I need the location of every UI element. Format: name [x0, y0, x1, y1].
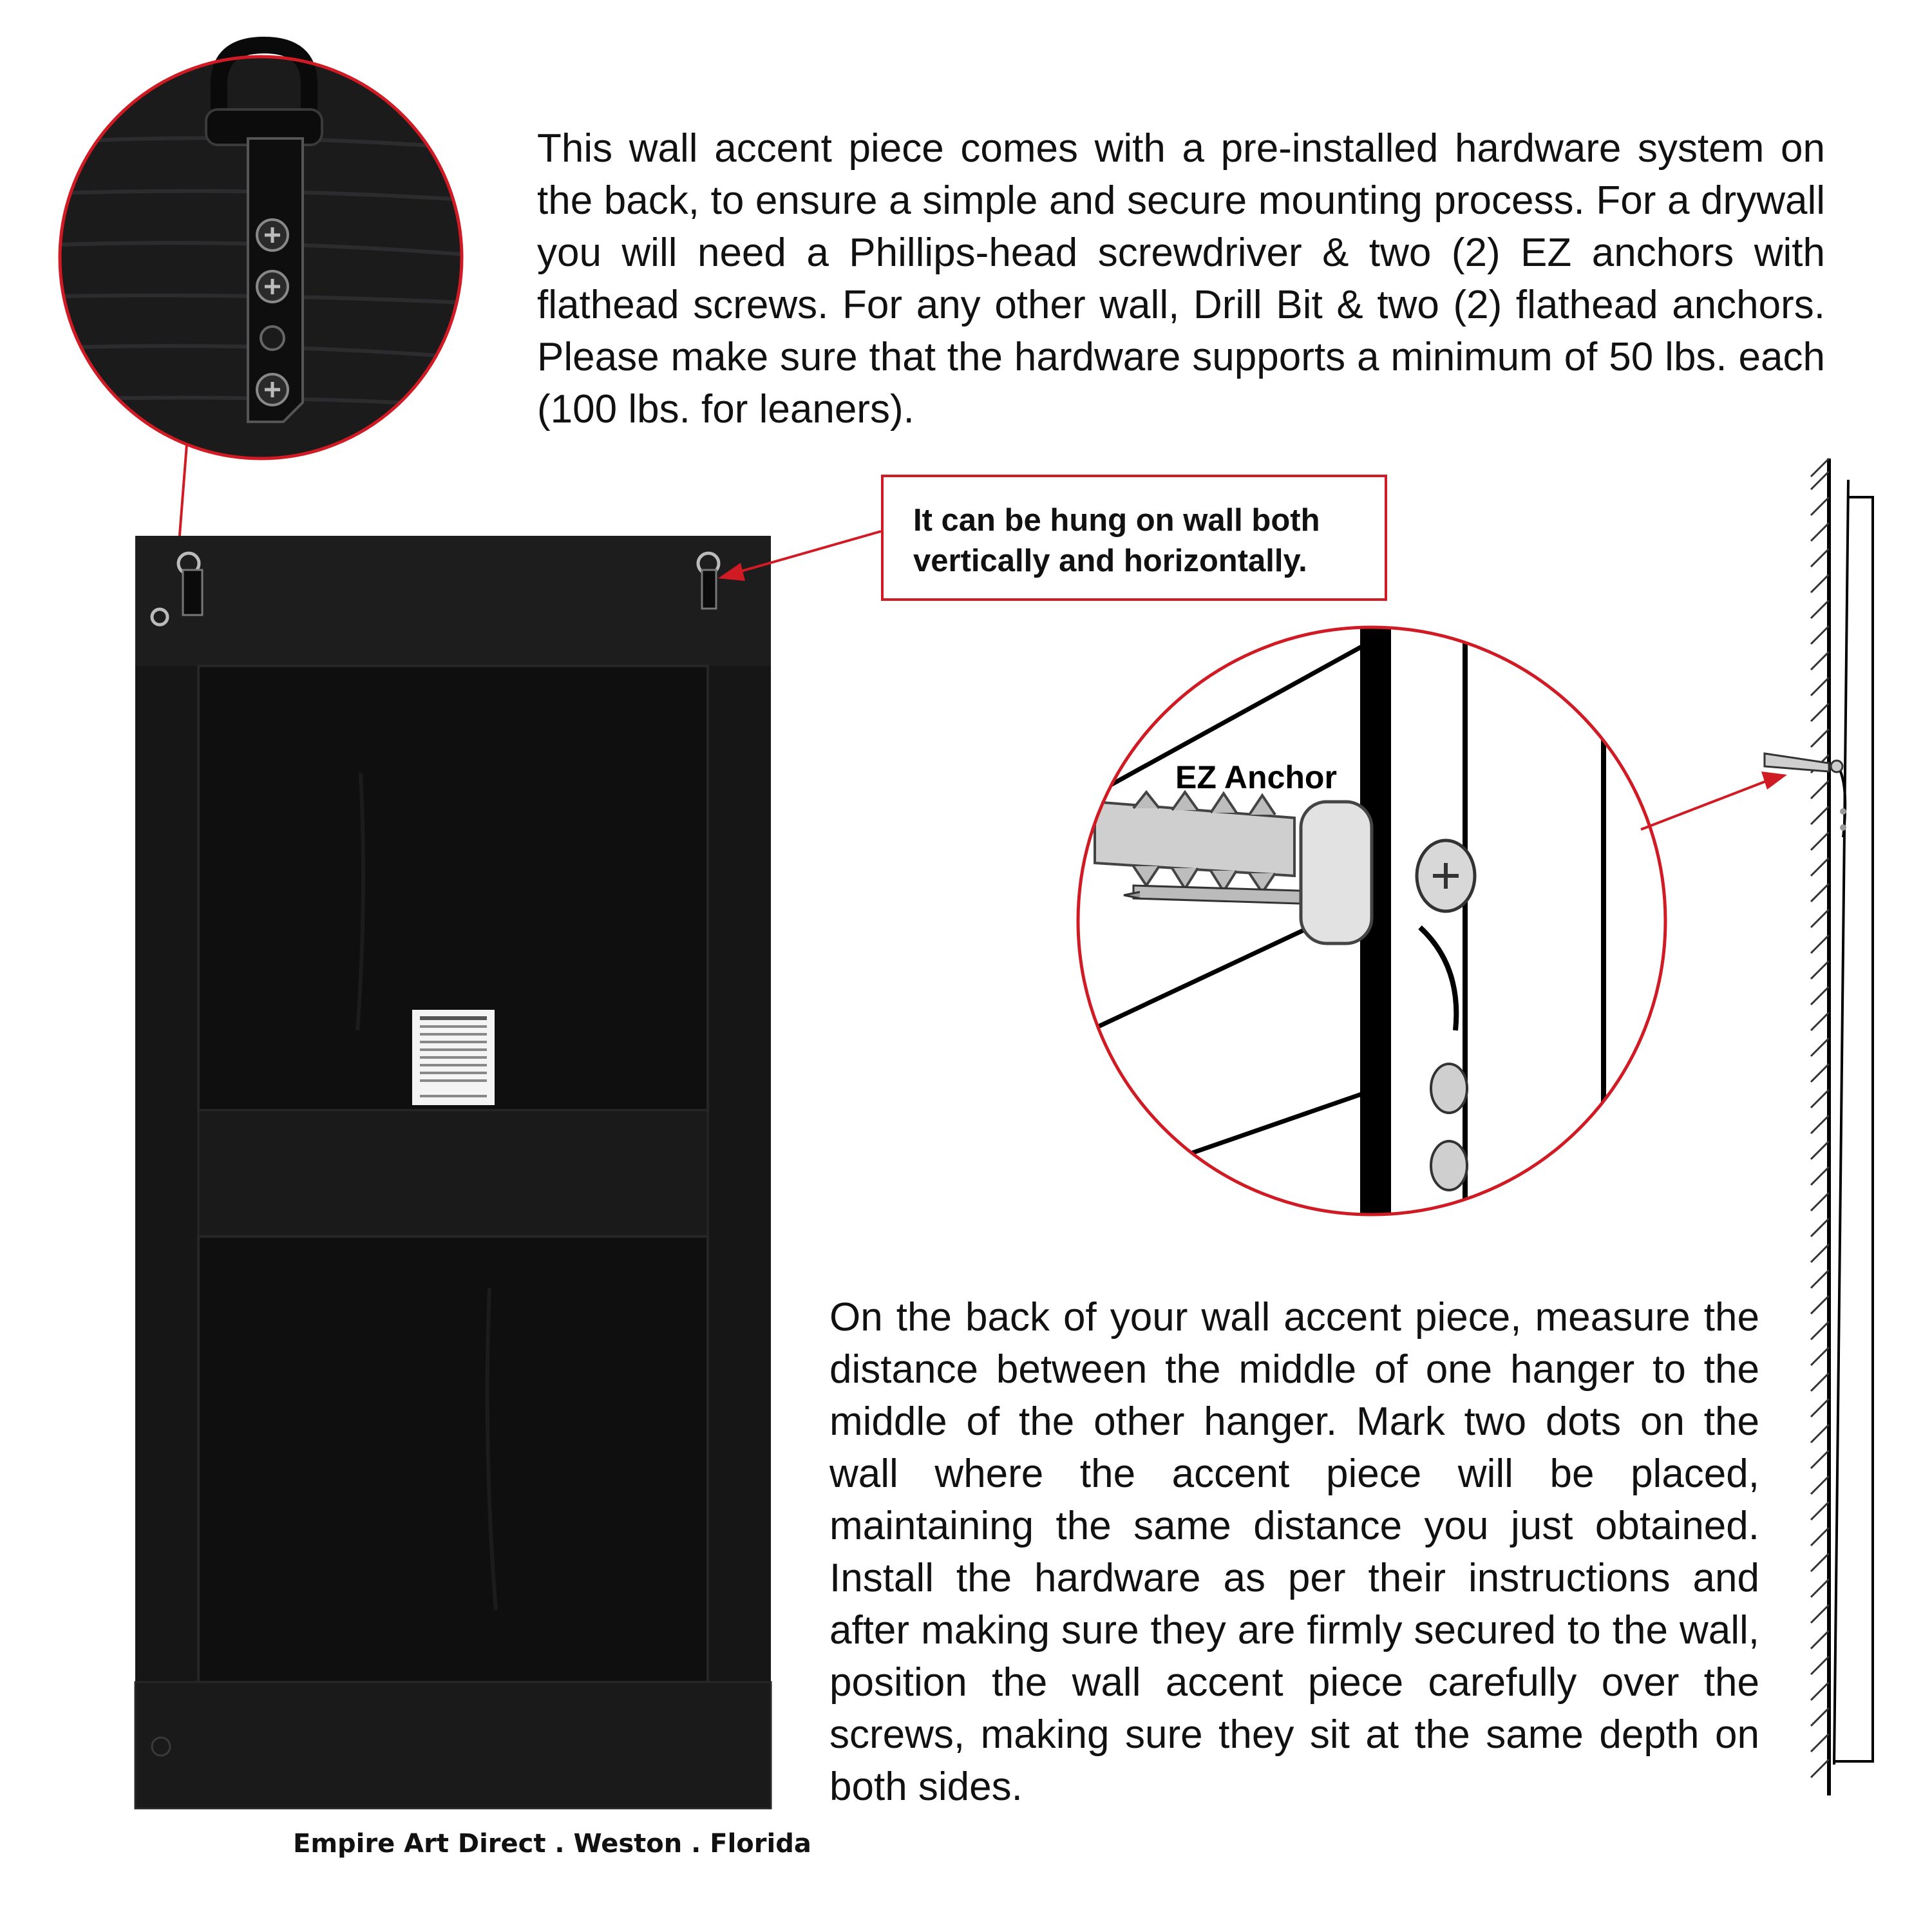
orientation-callout-box — [881, 475, 1387, 601]
ez-anchor-zoom-circle — [1063, 618, 1665, 1224]
d-ring-detail-circle — [58, 45, 464, 459]
wall-side-view — [1765, 459, 1873, 1795]
intro-paragraph: This wall accent piece comes with a pre-installed hardware system on the back, to ensure a simple and secure mounting process. For a drywall you will need a Phillips-head screwdriver & two (2) EZ anchors with flathead screws. For any other wall, Drill Bit & two (2) flathead anchors. Please make sure that the hardware supports a minimum of 50 lbs. each (100 lbs. for leaners). — [537, 126, 1825, 431]
orientation-callout-text: It can be hung on wall both vertically and horizontally. — [913, 503, 1320, 578]
zoom-pointer-arrow — [1641, 772, 1787, 829]
hanging-instructions-label — [412, 1010, 495, 1105]
accent-piece-back-panel — [135, 536, 771, 1808]
mounting-instructions-paragraph: On the back of your wall accent piece, measure the distance between the middle of one hanger to the middle of the other hanger. Mark two dots on the wall where the accent piece will be placed, maintaining the same distance you just obtained. Install the hardware as per their instructions and after making sure they are firmly secured to the wall, position the wall accent piece carefully over the screws, making sure they sit at the same depth on both sides. — [829, 1295, 1759, 1809]
company-footer: Empire Art Direct . Weston . Florida — [293, 1829, 811, 1859]
side-screw-icon — [1765, 753, 1846, 837]
ez-anchor-label: EZ Anchor — [1175, 759, 1337, 795]
accent-piece-profile — [1834, 480, 1873, 1765]
